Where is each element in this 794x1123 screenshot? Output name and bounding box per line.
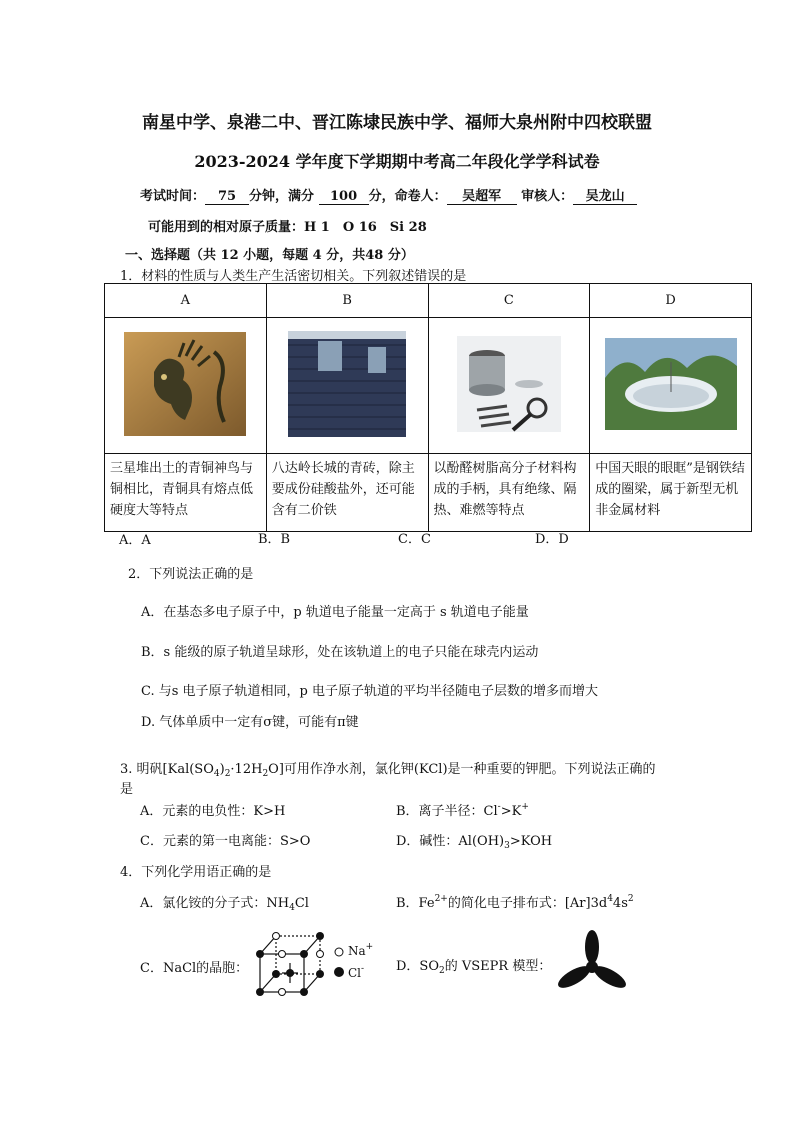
author-name: 吴超军: [447, 185, 517, 205]
option-d-text: 中国天眼的眼眶”是钢铁结成的圈梁，属于新型无机非金属材料: [590, 454, 752, 532]
q2-option-a: A．在基态多电子原子中，p 轨道电子能量一定高于 s 轨道电子能量: [141, 605, 529, 620]
exam-meta: 考试时间： 75 分钟，满分 100 分，命卷人： 吴超军 审核人： 吴龙山: [140, 185, 637, 205]
col-header-d: D: [590, 284, 752, 318]
q1-option-c: C．C: [398, 532, 431, 547]
q3-stem: 3. 明矾$[Kal(SO_4)_2\cdot 12H_2O]$可用作净水剂，氯化钾(KCl)是一种重要的钾肥。下列说法正确的: [120, 762, 656, 779]
fast-telescope-image: [590, 318, 752, 454]
q3-option-c: C．元素的第一电离能：S>O: [140, 834, 311, 849]
q4-option-b: B．$Fe^{2+}$的简化电子排布式：$[Ar]3d^44s^2$: [396, 894, 634, 911]
col-header-c: C: [428, 284, 590, 318]
exam-title: 南星中学、泉港二中、晋江陈埭民族中学、福师大泉州附中四校联盟: [142, 113, 652, 133]
na-legend-icon: [333, 946, 345, 958]
q4-option-d: D．$SO_2$的 VSEPR 模型：: [396, 959, 552, 976]
q1-table: [104, 283, 752, 532]
vsepr-model-diagram: [552, 927, 632, 999]
nacl-unit-cell-diagram: [250, 928, 330, 1000]
q3-option-b: B．离子半径：Cl->K+: [396, 802, 529, 819]
legend-cl: Cl-: [348, 964, 365, 980]
q1-option-d: D．D: [535, 532, 569, 547]
q2-stem: 2．下列说法正确的是: [128, 567, 254, 582]
q1-option-a: A．A: [119, 533, 151, 548]
col-header-b: B: [266, 284, 428, 318]
q4-stem: 4．下列化学用语正确的是: [120, 865, 272, 880]
section-title: 一、选择题（共 12 小题，每题 4 分，共48 分）: [125, 248, 414, 263]
bronze-bird-image: [105, 318, 267, 454]
time-value: 75: [205, 189, 249, 205]
col-header-a: A: [105, 284, 267, 318]
option-b-text: 八达岭长城的青砖，除主要成份硅酸盐外，还可能含有二价铁: [266, 454, 428, 532]
q3-option-d: D．碱性：$Al(OH)_3>KOH$: [396, 834, 553, 851]
q4-option-a: A．氯化铵的分子式：$NH_4Cl$: [140, 896, 309, 913]
score-value: 100: [319, 189, 369, 205]
q2-option-d: D. 气体单质中一定有σ键，可能有π键: [141, 715, 359, 730]
legend-na: Na+: [348, 942, 374, 958]
q1-stem: 1．材料的性质与人类生产生活密切相关。下列叙述错误的是: [120, 269, 467, 284]
reviewer-name: 吴龙山: [573, 185, 637, 205]
cookware-image: [428, 318, 590, 454]
option-c-text: 以酚醛树脂高分子材料构成的手柄，具有绝缘、隔热、难燃等特点: [428, 454, 590, 532]
option-a-text: 三星堆出土的青铜神鸟与铜相比，青铜具有熔点低硬度大等特点: [105, 454, 267, 532]
cl-legend-icon: [333, 966, 345, 978]
exam-subtitle: 2023-2024 学年度下学期期中考高二年段化学学科试卷: [194, 152, 600, 171]
q1-option-b: B．B: [258, 532, 291, 547]
q4-option-c: C．NaCl的晶胞：: [140, 961, 249, 976]
great-wall-image: [266, 318, 428, 454]
q2-option-c: C. 与s 电子原子轨道相同，p 电子原子轨道的平均半径随电子层数的增多而增大: [141, 684, 599, 699]
q3-option-a: A．元素的电负性：K>H: [140, 804, 286, 819]
atomic-masses: 可能用到的相对原子质量：H 1 O 16 Si 28: [148, 220, 427, 235]
q2-option-b: B．s 能级的原子轨道呈球形，处在该轨道上的电子只能在球壳内运动: [141, 645, 539, 660]
q3-stem-line2: 是: [120, 782, 134, 797]
